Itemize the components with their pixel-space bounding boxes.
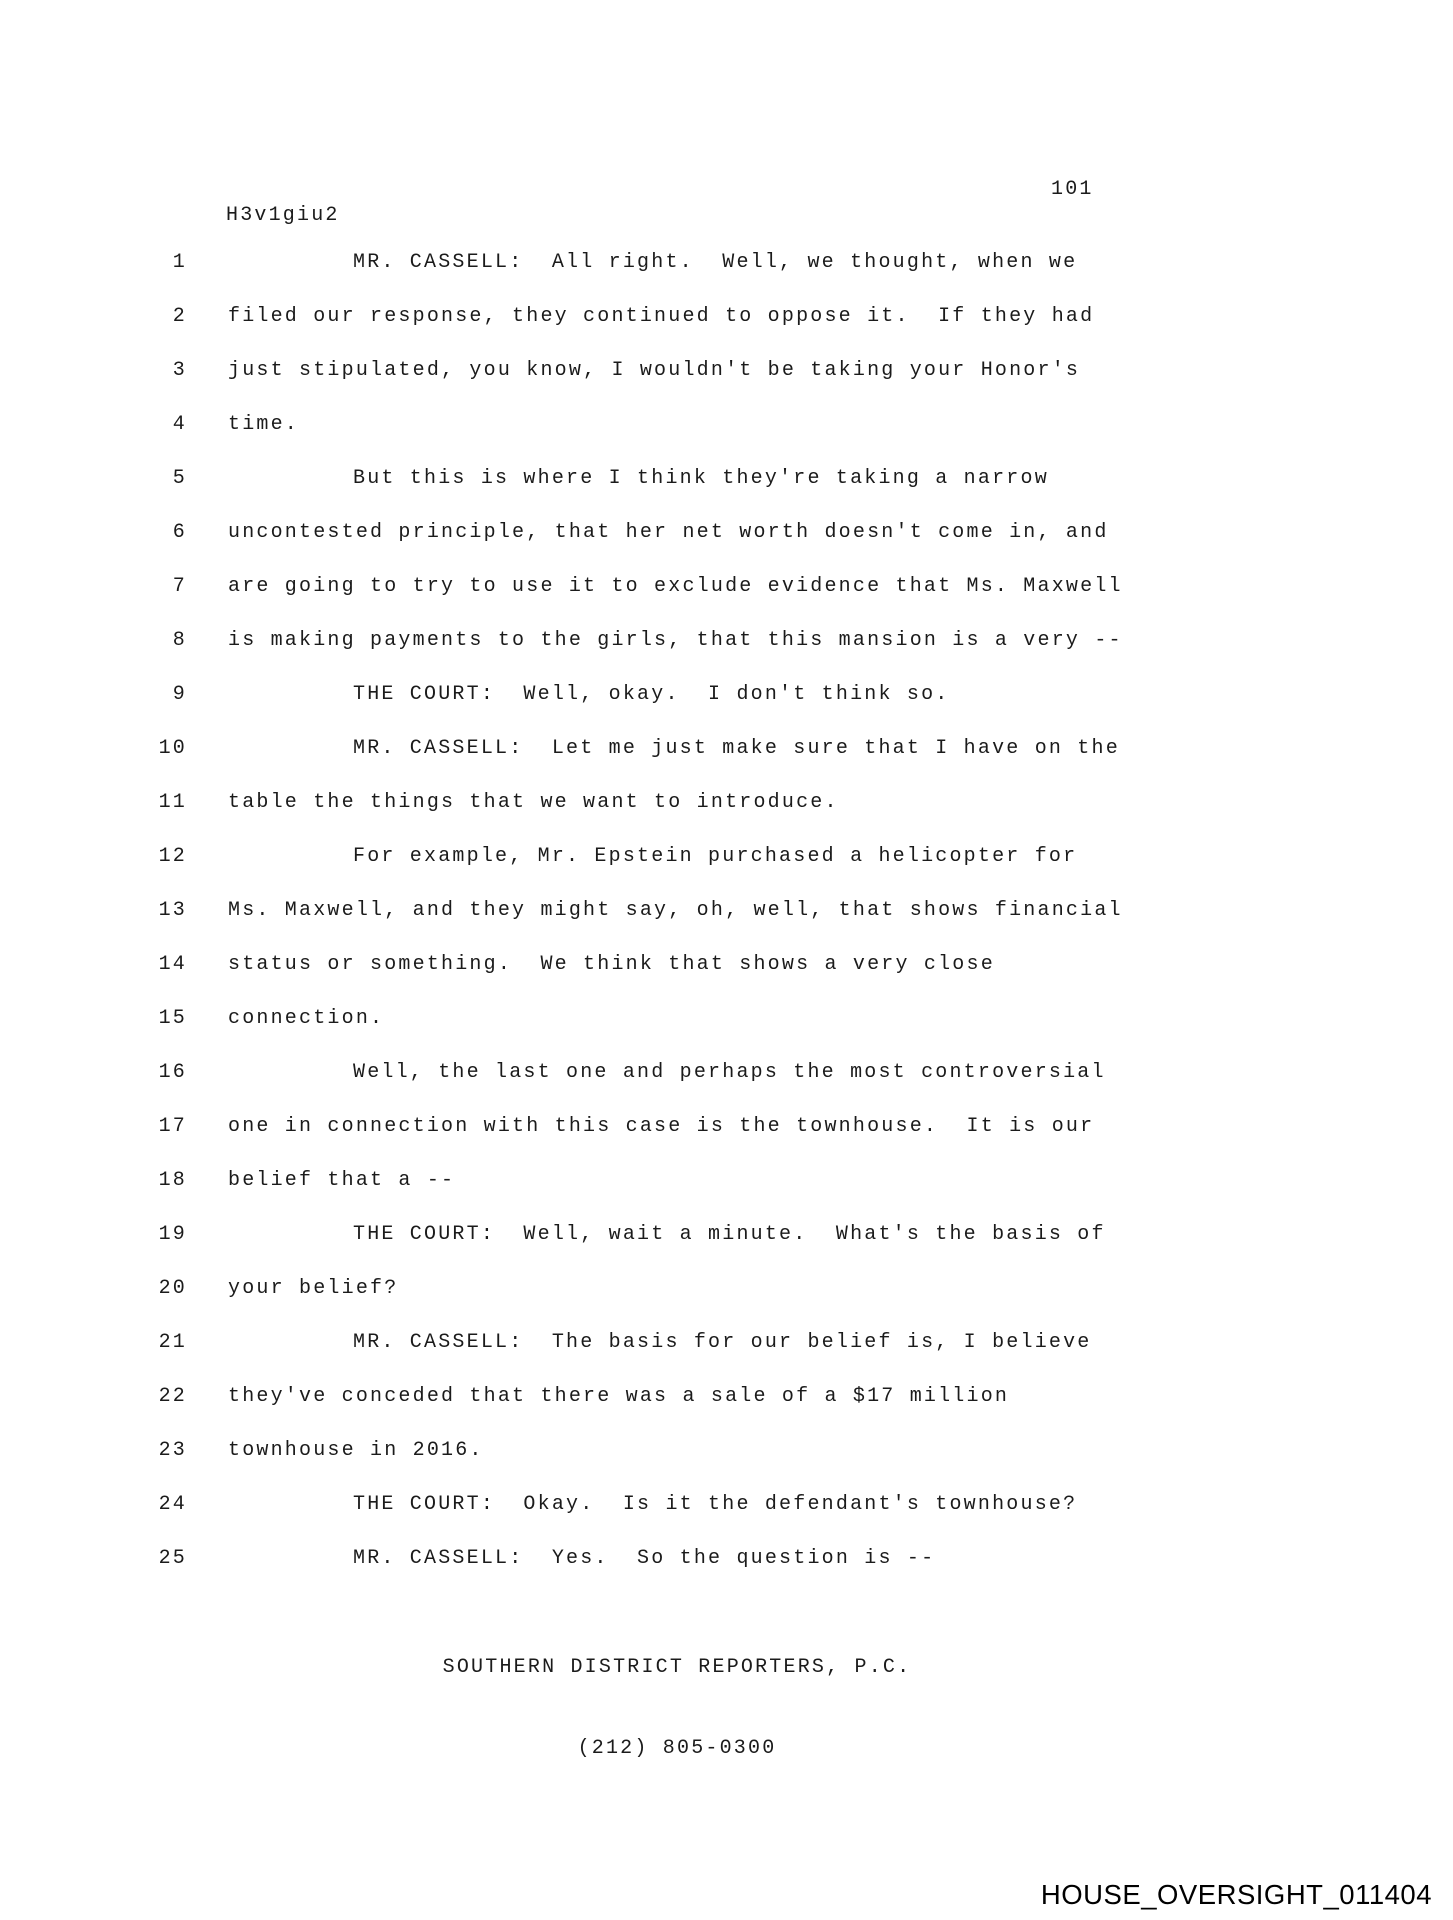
line-text: status or something. We think that shows a very close bbox=[228, 953, 995, 976]
transcript-line bbox=[0, 722, 1453, 776]
line-number: 18 bbox=[158, 1169, 187, 1192]
transcript-line bbox=[0, 1370, 1453, 1424]
reporter-name: SOUTHERN DISTRICT REPORTERS, P.C. bbox=[442, 1656, 912, 1679]
line-text: THE COURT: Well, wait a minute. What's the basis of bbox=[353, 1223, 1106, 1246]
transcript-line bbox=[0, 398, 1453, 452]
line-number: 2 bbox=[172, 305, 187, 328]
transcript-line bbox=[0, 992, 1453, 1046]
transcript-line bbox=[0, 614, 1453, 668]
transcript-body bbox=[0, 236, 1453, 1586]
line-text: belief that a -- bbox=[228, 1169, 456, 1192]
line-number: 6 bbox=[172, 521, 187, 544]
reporter-footer bbox=[0, 1600, 1354, 1816]
transcript-line bbox=[0, 1478, 1453, 1532]
transcript-line bbox=[0, 884, 1453, 938]
line-text: THE COURT: Okay. Is it the defendant's townhouse? bbox=[353, 1493, 1078, 1516]
transcript-line bbox=[0, 1208, 1453, 1262]
transcript-line bbox=[0, 776, 1453, 830]
line-text: just stipulated, you know, I wouldn't be taking your Honor's bbox=[228, 359, 1081, 382]
line-number: 3 bbox=[172, 359, 187, 382]
line-text: your belief? bbox=[228, 1277, 399, 1300]
line-text: MR. CASSELL: Let me just make sure that I have on the bbox=[353, 737, 1120, 760]
line-text: MR. CASSELL: All right. Well, we thought, when we bbox=[353, 251, 1078, 274]
line-number: 21 bbox=[158, 1331, 187, 1354]
line-text: townhouse in 2016. bbox=[228, 1439, 484, 1462]
session-id: H3v1giu2 bbox=[226, 204, 340, 227]
line-number: 17 bbox=[158, 1115, 187, 1138]
line-text: filed our response, they continued to oppose it. If they had bbox=[228, 305, 1095, 328]
line-number: 7 bbox=[172, 575, 187, 598]
transcript-line bbox=[0, 1046, 1453, 1100]
transcript-line bbox=[0, 236, 1453, 290]
line-number: 11 bbox=[158, 791, 187, 814]
line-number: 8 bbox=[172, 629, 187, 652]
line-number: 9 bbox=[172, 683, 187, 706]
transcript-line bbox=[0, 938, 1453, 992]
line-text: Well, the last one and perhaps the most controversial bbox=[353, 1061, 1106, 1084]
line-text: are going to try to use it to exclude evidence that Ms. Maxwell bbox=[228, 575, 1123, 598]
line-text: one in connection with this case is the townhouse. It is our bbox=[228, 1115, 1095, 1138]
line-text: connection. bbox=[228, 1007, 385, 1030]
line-text: But this is where I think they're taking a narrow bbox=[353, 467, 1049, 490]
transcript-line bbox=[0, 1154, 1453, 1208]
line-number: 1 bbox=[172, 251, 187, 274]
line-number: 16 bbox=[158, 1061, 187, 1084]
line-text: uncontested principle, that her net worth doesn't come in, and bbox=[228, 521, 1109, 544]
line-number: 23 bbox=[158, 1439, 187, 1462]
line-text: For example, Mr. Epstein purchased a helicopter for bbox=[353, 845, 1078, 868]
page-number: 101 bbox=[1051, 178, 1094, 201]
line-number: 24 bbox=[158, 1493, 187, 1516]
line-text: they've conceded that there was a sale of a $17 million bbox=[228, 1385, 1010, 1408]
line-text: THE COURT: Well, okay. I don't think so. bbox=[353, 683, 950, 706]
bates-stamp: HOUSE_OVERSIGHT_011404 bbox=[1040, 1879, 1432, 1910]
line-number: 14 bbox=[158, 953, 187, 976]
line-text: table the things that we want to introduce. bbox=[228, 791, 839, 814]
transcript-line bbox=[0, 506, 1453, 560]
transcript-line bbox=[0, 830, 1453, 884]
transcript-line bbox=[0, 668, 1453, 722]
transcript-line bbox=[0, 344, 1453, 398]
line-number: 25 bbox=[158, 1547, 187, 1570]
line-text: MR. CASSELL: Yes. So the question is -- bbox=[353, 1547, 936, 1570]
transcript-line bbox=[0, 290, 1453, 344]
transcript-line bbox=[0, 1316, 1453, 1370]
line-number: 10 bbox=[158, 737, 187, 760]
line-text: MR. CASSELL: The basis for our belief is, I believe bbox=[353, 1331, 1092, 1354]
line-number: 5 bbox=[172, 467, 187, 490]
reporter-phone: (212) 805-0300 bbox=[577, 1737, 777, 1760]
line-text: is making payments to the girls, that this mansion is a very -- bbox=[228, 629, 1123, 652]
line-number: 19 bbox=[158, 1223, 187, 1246]
line-number: 22 bbox=[158, 1385, 187, 1408]
line-number: 20 bbox=[158, 1277, 187, 1300]
line-number: 13 bbox=[158, 899, 187, 922]
transcript-line bbox=[0, 1424, 1453, 1478]
transcript-line bbox=[0, 560, 1453, 614]
line-text: time. bbox=[228, 413, 300, 436]
transcript-line bbox=[0, 1262, 1453, 1316]
transcript-line bbox=[0, 1100, 1453, 1154]
line-number: 12 bbox=[158, 845, 187, 868]
line-number: 4 bbox=[172, 413, 187, 436]
line-text: Ms. Maxwell, and they might say, oh, well, that shows financial bbox=[228, 899, 1123, 922]
transcript-line bbox=[0, 452, 1453, 506]
line-number: 15 bbox=[158, 1007, 187, 1030]
transcript-line bbox=[0, 1532, 1453, 1586]
